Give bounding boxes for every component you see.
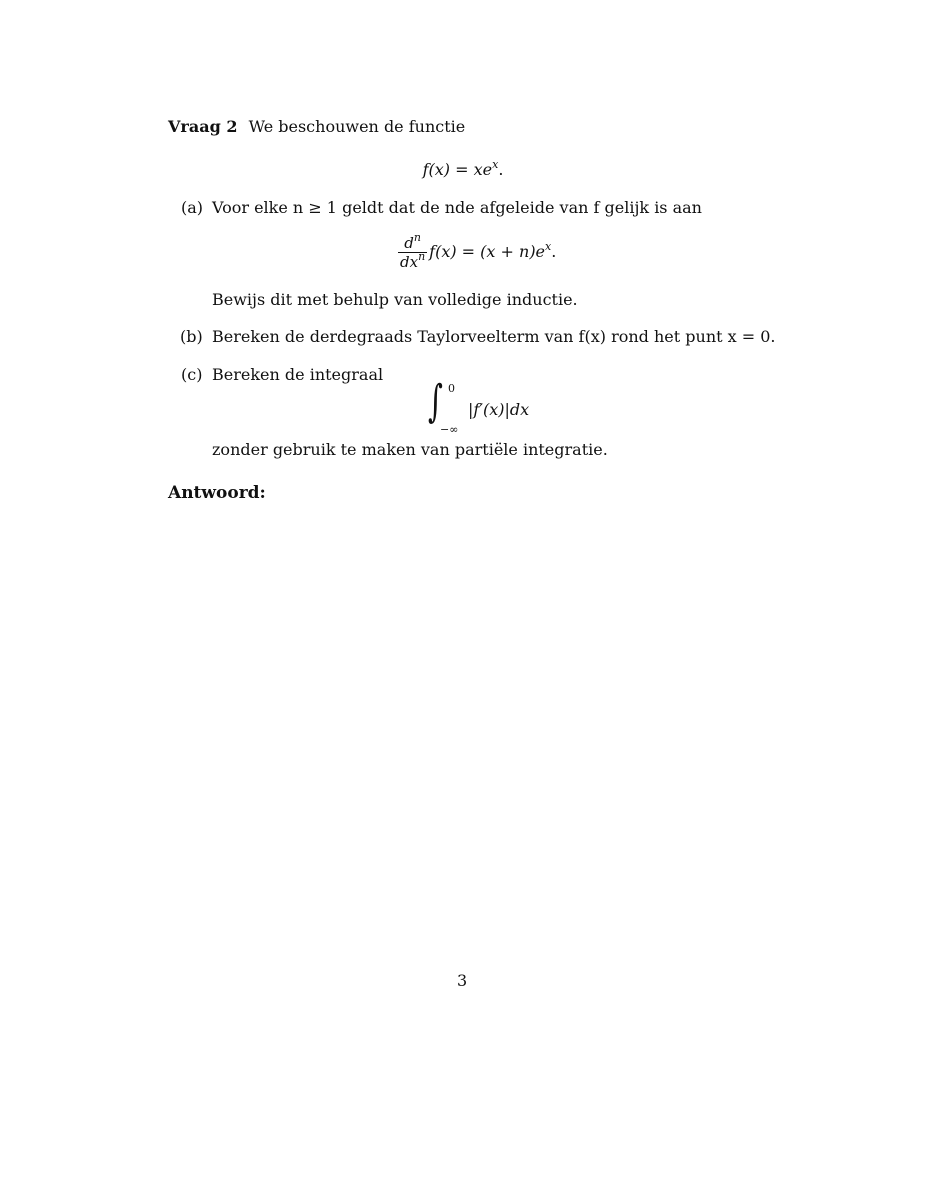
- part-a-followup: Bewijs dit met behulp van volledige inductie.: [212, 290, 578, 309]
- question-header: [168, 119, 465, 135]
- part-b-label: (b): [180, 327, 203, 346]
- page-number: 3: [457, 971, 468, 990]
- derivative-equation: $\frac{d^n}{dx^n}$ $f(x) = (x + n)e^x$.: [400, 231, 557, 271]
- integral-sign-icon: ∫: [428, 376, 443, 427]
- integral-lower-limit: −∞: [440, 423, 459, 436]
- function-equation: $f(x) = xe^x$.: [422, 158, 504, 179]
- part-a-label: (a): [181, 198, 204, 217]
- derivative-fraction: $\frac{d^n}{dx^n}$: [400, 231, 426, 271]
- question-label: Vraag 2: [168, 117, 238, 136]
- part-c-text: Bereken de integraal: [212, 365, 384, 384]
- part-c-followup: zonder gebruik te maken van partiële integratie.: [212, 440, 608, 459]
- question-intro: We beschouwen de functie: [248, 117, 466, 136]
- integral-expression: [428, 376, 568, 438]
- part-a-text: Voor elke n ≥ 1 geldt dat de nde afgeleide van f gelijk is aan: [212, 198, 702, 217]
- part-b-text: Bereken de derdegraads Taylorveelterm van f(x) rond het punt x = 0.: [212, 327, 776, 346]
- answer-label: Antwoord:: [168, 483, 266, 503]
- integral-upper-limit: 0: [448, 382, 455, 395]
- integral-integrand: |f′(x)|dx: [468, 400, 530, 419]
- part-c-label: (c): [181, 365, 203, 384]
